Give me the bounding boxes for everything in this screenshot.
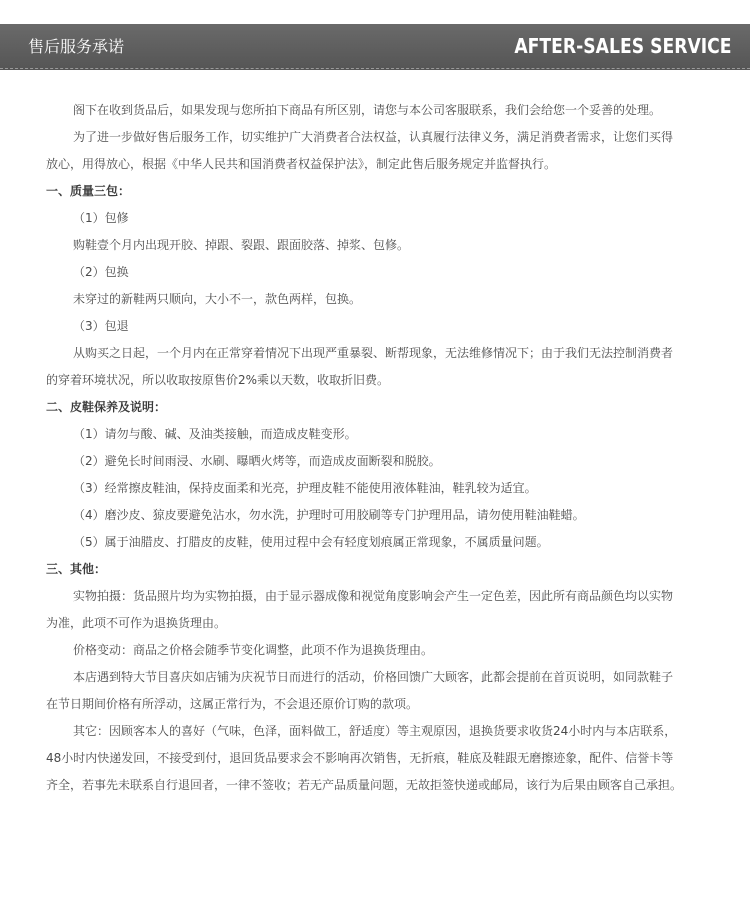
section-3-heading: 三、其他： (46, 562, 107, 576)
section-2-item-3: （3）经常擦皮鞋油，保持皮面柔和光亮，护理皮鞋不能使用液体鞋油，鞋乳较为适宜。 (73, 481, 537, 495)
header-bar (0, 24, 750, 70)
intro-paragraph-2-line-1: 为了进一步做好售后服务工作，切实维护广大消费者合法权益，认真履行法律义务，满足消费者需求，让您们买得 (73, 130, 674, 144)
page-title-english: AFTER-SALES SERVICE (514, 34, 732, 58)
section-2-heading: 二、皮鞋保养及说明： (46, 400, 167, 414)
section-1-item-2-title: （2）包换 (73, 265, 129, 279)
section-3-paragraph-4-line-2: 48小时内快递发回，不接受到付，退回货品要求会不影响再次销售，无折痕，鞋底及鞋跟无磨擦迹象，配件、信誉卡等 (46, 751, 674, 765)
section-1-item-1-text: 购鞋壹个月内出现开胶、掉跟、裂跟、跟面胶落、掉浆、包修。 (73, 238, 410, 252)
section-1-item-3-text-line-2: 的穿着环境状况，所以收取按原售价2%乘以天数，收取折旧费。 (46, 373, 390, 387)
section-2-item-5: （5）属于油腊皮、打腊皮的皮鞋，使用过程中会有轻度划痕属正常现象，不属质量问题。 (73, 535, 549, 549)
section-3-paragraph-4-line-1: 其它：因顾客本人的喜好（气味，色泽，面料做工，舒适度）等主观原因，退换货要求收货24小时内与本店联系， (73, 724, 677, 738)
section-3-paragraph-4-line-3: 齐全，若事先未联系自行退回者，一律不签收；若无产品质量问题，无故拒签快递或邮局，该行为后果由顾客自己承担。 (46, 778, 683, 792)
section-3-paragraph-1-line-1: 实物拍摄：货品照片均为实物拍摄，由于显示器成像和视觉角度影响会产生一定色差，因此所有商品颜色均以实物 (73, 589, 674, 603)
intro-paragraph-1: 阁下在收到货品后，如果发现与您所拍下商品有所区别，请您与本公司客服联系，我们会给您一个妥善的处理。 (73, 103, 662, 117)
section-1-item-2-text: 未穿过的新鞋两只顺向，大小不一，款色两样，包换。 (73, 292, 362, 306)
section-2-item-4: （4）磨沙皮、猄皮要避免沾水，勿水洗，护理时可用胶刷等专门护理用品，请勿使用鞋油鞋蜡。 (73, 508, 585, 522)
section-1-heading: 一、质量三包： (46, 184, 131, 198)
section-1-item-3-text-line-1: 从购买之日起，一个月内在正常穿着情况下出现严重暴裂、断帮现象，无法维修情况下；由于我们无法控制消费者 (73, 346, 674, 360)
section-2-item-1: （1）请勿与酸、碱、及油类接触，而造成皮鞋变形。 (73, 427, 357, 441)
section-1-item-3-title: （3）包退 (73, 319, 129, 333)
page-title: 售后服务承诺 (28, 37, 125, 56)
section-3-paragraph-2: 价格变动：商品之价格会随季节变化调整，此项不作为退换货理由。 (73, 643, 434, 657)
section-1-item-1-title: （1）包修 (73, 211, 129, 225)
service-terms (46, 97, 710, 799)
section-2-item-2: （2）避免长时间雨浸、水刷、曝晒火烤等，而造成皮面断裂和脱胶。 (73, 454, 441, 468)
intro-paragraph-2-line-2: 放心，用得放心，根据《中华人民共和国消费者权益保护法》，制定此售后服务规定并监督执行。 (46, 157, 557, 171)
section-3-paragraph-3-line-2: 在节日期间价格有所浮动，这属正常行为，不会退还原价订购的款项。 (46, 697, 419, 711)
section-3-paragraph-3-line-1: 本店遇到特大节目喜庆如店铺为庆祝节日而进行的活动，价格回馈广大顾客，此都会提前在首页说明，如同款鞋子 (73, 670, 674, 684)
header-divider (0, 68, 750, 69)
section-3-paragraph-1-line-2: 为准，此项不可作为退换货理由。 (46, 616, 227, 630)
